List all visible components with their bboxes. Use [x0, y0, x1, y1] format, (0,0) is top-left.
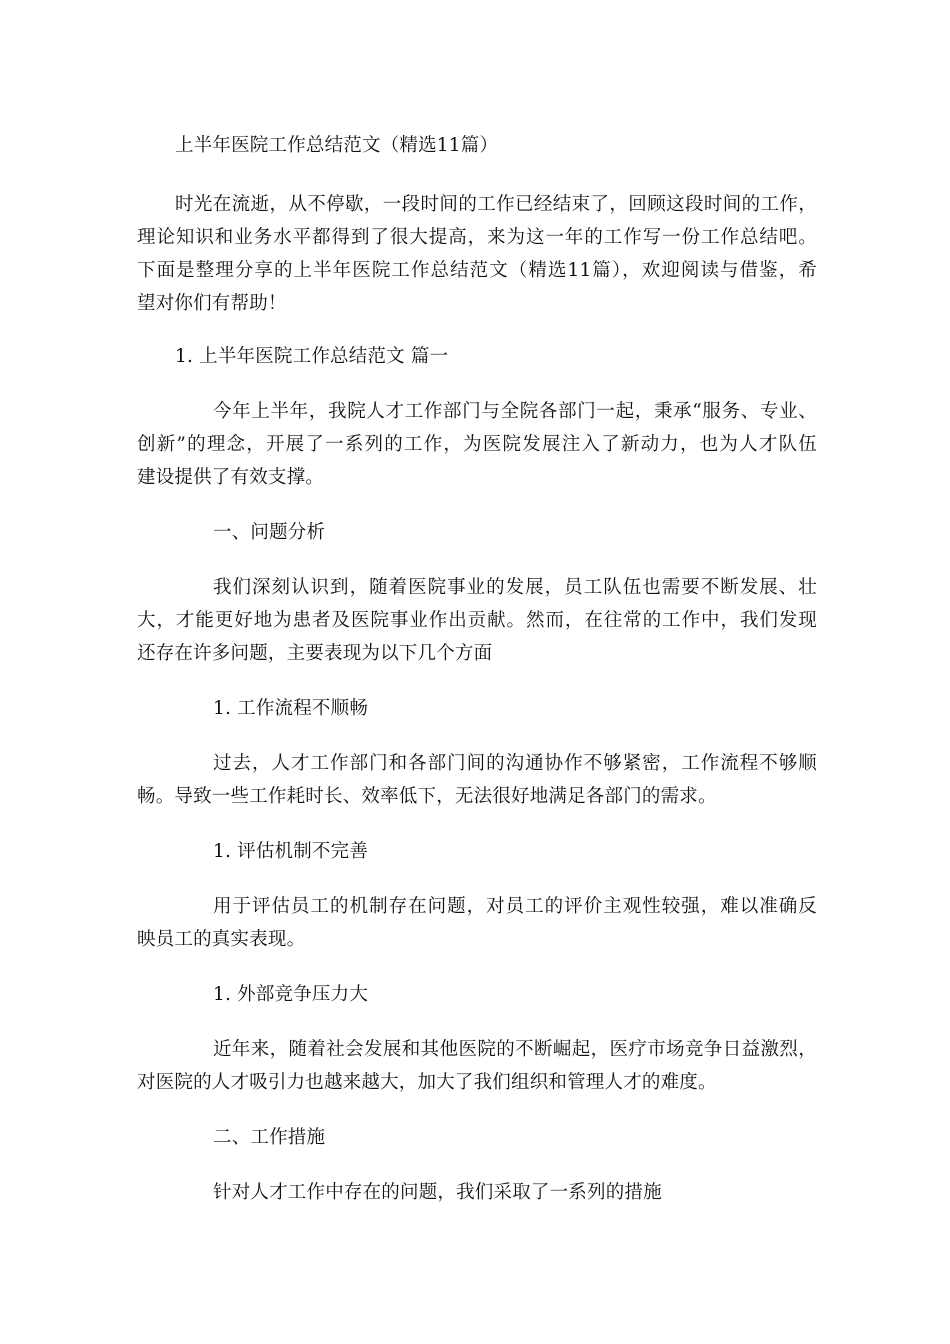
document-title: 上半年医院工作总结范文（精选11篇）: [175, 135, 499, 156]
paragraph-2-line-1: 我们深刻认识到，随着医院事业的发展，员工队伍也需要不断发展、壮: [213, 577, 817, 598]
item-3-heading: 1. 外部竞争压力大: [213, 984, 369, 1005]
intro-line-3: 下面是整理分享的上半年医院工作总结范文（精选11篇），欢迎阅读与借鉴，希: [137, 260, 817, 281]
item-2-heading: 1. 评估机制不完善: [213, 841, 369, 862]
intro-line-4: 望对你们有帮助！: [137, 293, 287, 314]
intro-line-1: 时光在流逝，从不停歇，一段时间的工作已经结束了，回顾这段时间的工作，: [175, 194, 817, 215]
paragraph-1-line-2: 创新”的理念，开展了一系列的工作，为医院发展注入了新动力，也为人才队伍: [137, 434, 817, 455]
item-3-line-1: 近年来，随着社会发展和其他医院的不断崛起，医疗市场竞争日益激烈，: [213, 1039, 817, 1060]
item-2-line-1: 用于评估员工的机制存在问题，对员工的评价主观性较强，难以准确反: [213, 896, 817, 917]
section-2-heading: 二、工作措施: [213, 1127, 326, 1148]
paragraph-1-line-1: 今年上半年，我院人才工作部门与全院各部门一起，秉承“服务、专业、: [213, 401, 817, 422]
item-1-line-2: 畅。导致一些工作耗时长、效率低下，无法很好地满足各部门的需求。: [137, 786, 717, 807]
paragraph-1-line-3: 建设提供了有效支撑。: [137, 467, 325, 488]
intro-line-2: 理论知识和业务水平都得到了很大提高，来为这一年的工作写一份工作总结吧。: [137, 227, 817, 248]
item-1-line-1: 过去，人才工作部门和各部门间的沟通协作不够紧密，工作流程不够顺: [213, 753, 817, 774]
item-2-line-2: 映员工的真实表现。: [137, 929, 306, 950]
paragraph-2-line-3: 还存在许多问题，主要表现为以下几个方面: [137, 643, 493, 664]
article-heading: 1. 上半年医院工作总结范文 篇一: [175, 346, 449, 367]
section-1-heading: 一、问题分析: [213, 522, 326, 543]
item-3-line-2: 对医院的人才吸引力也越来越大，加大了我们组织和管理人才的难度。: [137, 1072, 717, 1093]
paragraph-2-line-2: 大，才能更好地为患者及医院事业作出贡献。然而，在往常的工作中，我们发现: [137, 610, 817, 631]
paragraph-3-line-1: 针对人才工作中存在的问题，我们采取了一系列的措施: [213, 1182, 662, 1203]
item-1-heading: 1. 工作流程不顺畅: [213, 698, 369, 719]
